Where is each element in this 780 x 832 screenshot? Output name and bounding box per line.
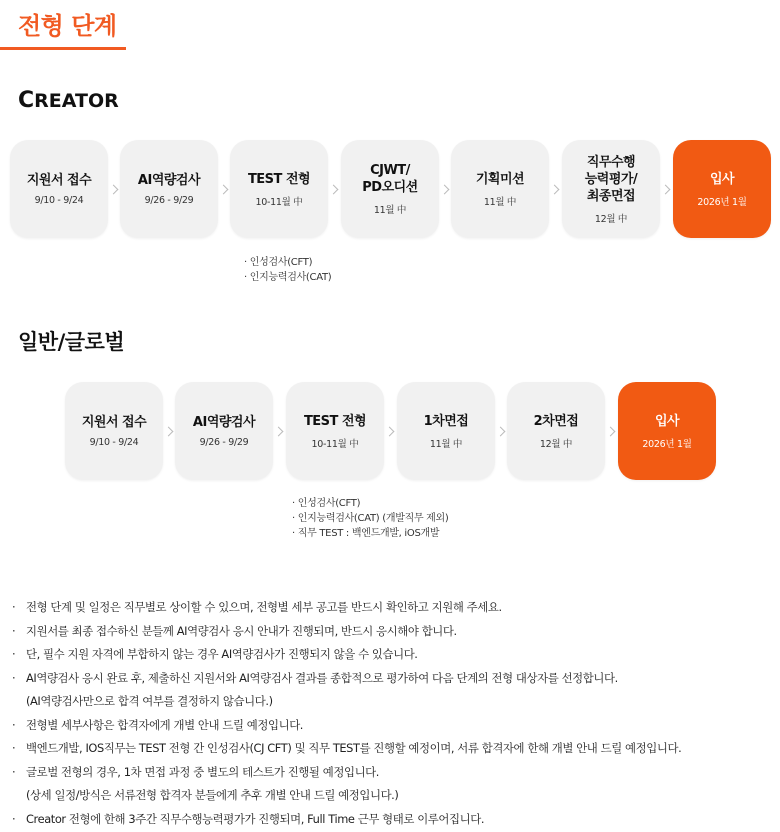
step-date: 9/26 - 9/29 [144,195,194,206]
chevron-right-icon [109,185,119,195]
step-date: 2026년 1월 [642,438,692,450]
chevron-right-icon [550,185,560,195]
chevron-right-icon [164,427,174,437]
step-date: 10-11월 中 [311,438,359,450]
creator-step-planning-mission [451,140,549,238]
creator-logo-rest: REATOR [34,90,119,112]
step-date: 11월 中 [483,196,517,208]
step-label: TEST 전형 [247,171,311,187]
creator-step-hire [673,140,771,238]
step-label: AI역량검사 [192,415,256,430]
bullet-icon: · [12,623,16,638]
note-text: Creator 전형에 한해 3주간 직무수행능력평가가 진행되며, Full Time 근무 형태로 이루어집니다. [26,811,485,826]
general-test-details [292,496,449,541]
step-label: 2차면접 [533,413,579,429]
step-label: AI역량검사 [137,173,201,188]
step-label: 입사 [654,413,680,429]
bullet-icon: · [12,811,16,826]
note-item [8,737,778,761]
chevron-right-icon [385,427,395,437]
note-item [8,761,778,808]
chevron-right-icon [440,185,450,195]
creator-step-application [10,140,108,238]
creator-test-details [244,255,331,285]
test-detail-item: · 인지능력검사(CAT) [244,270,331,285]
general-step-application [65,382,163,480]
note-text: 단, 필수 지원 자격에 부합하지 않는 경우 AI역량검사가 진행되지 않을 수 있습니다. [26,647,418,661]
general-step-test [286,382,384,480]
creator-logo [18,88,119,113]
chevron-right-icon [219,185,229,195]
chevron-right-icon [661,185,671,195]
step-date: 12월 中 [594,213,628,225]
step-label: CJWT/ PD오디션 [362,163,418,195]
step-label: TEST 전형 [303,413,367,429]
note-item [8,596,778,620]
step-label: 지원서 접수 [26,173,92,188]
bullet-icon: · [12,670,16,685]
note-item [8,643,778,667]
step-date: 9/26 - 9/29 [199,437,249,448]
step-date: 2026년 1월 [697,196,747,208]
notes-list [8,596,778,831]
general-step-first-interview [397,382,495,480]
step-label: 입사 [709,171,735,187]
bullet-icon: · [12,717,16,732]
note-text: 전형 단계 및 일정은 직무별로 상이할 수 있으며, 전형별 세부 공고를 반드시 확인하고 지원해 주세요. [26,600,502,614]
page-title: 전형 단계 [18,12,117,40]
creator-step-cjwt-pd-audition [341,140,439,238]
note-text: 지원서를 최종 접수하신 분들께 AI역량검사 응시 안내가 진행되며, 반드시 응시해야 합니다. [26,623,457,638]
chevron-right-icon [329,185,339,195]
step-label: 지원서 접수 [81,415,147,430]
step-label: 기획미션 [475,171,525,187]
note-text: 백엔드개발, IOS직무는 TEST 전형 간 인성검사(CJ CFT) 및 직무 TEST를 진행할 예정이며, 서류 합격자에 한해 개별 안내 드릴 예정입니다. [26,741,682,755]
test-detail-item: · 인성검사(CFT) [292,496,449,511]
note-text: 전형별 세부사항은 합격자에게 개별 안내 드릴 예정입니다. [26,717,304,732]
note-continuation: (AI역량검사만으로 합격 여부를 결정하지 않습니다.) [26,694,273,708]
creator-logo-first: C [18,88,35,113]
test-detail-item: · 인성검사(CFT) [244,255,331,270]
step-date: 9/10 - 9/24 [34,195,84,206]
creator-step-test [230,140,328,238]
chevron-right-icon [606,427,616,437]
general-step-ai-test [175,382,273,480]
general-step-hire [618,382,716,480]
step-date: 10-11월 中 [255,196,303,208]
general-step-second-interview [507,382,605,480]
note-item [8,667,778,714]
step-date: 12월 中 [539,438,573,450]
bullet-icon: · [12,741,16,755]
note-text: AI역량검사 응시 완료 후, 제출하신 지원서와 AI역량검사 결과를 종합적으로 평가하여 다음 단계의 전형 대상자를 선정합니다. [26,670,618,685]
note-item [8,714,778,738]
step-date: 9/10 - 9/24 [89,437,139,448]
creator-step-ai-test [120,140,218,238]
title-underline [0,47,126,50]
note-continuation: (상세 일정/방식은 서류전형 합격자 분들에게 추후 개별 안내 드릴 예정입니다.) [26,788,399,802]
step-date: 11월 中 [373,205,407,216]
step-label: 직무수행 능력평가/ 최종면접 [584,154,638,204]
note-item [8,808,778,832]
bullet-icon: · [12,600,16,614]
note-text: 글로벌 전형의 경우, 1차 면접 과정 중 별도의 테스트가 진행될 예정입니다. [26,764,379,779]
creator-step-final-interview [562,140,660,238]
test-detail-item: · 인지능력검사(CAT) (개발직무 제외) [292,511,449,526]
general-heading: 일반/글로벌 [18,330,125,354]
chevron-right-icon [496,427,506,437]
bullet-icon: · [12,764,16,779]
test-detail-item: · 직무 TEST : 백엔드개발, iOS개발 [292,526,449,541]
bullet-icon: · [12,647,16,661]
chevron-right-icon [274,427,284,437]
step-date: 11월 中 [429,438,463,450]
step-label: 1차면접 [423,413,469,429]
note-item [8,620,778,644]
